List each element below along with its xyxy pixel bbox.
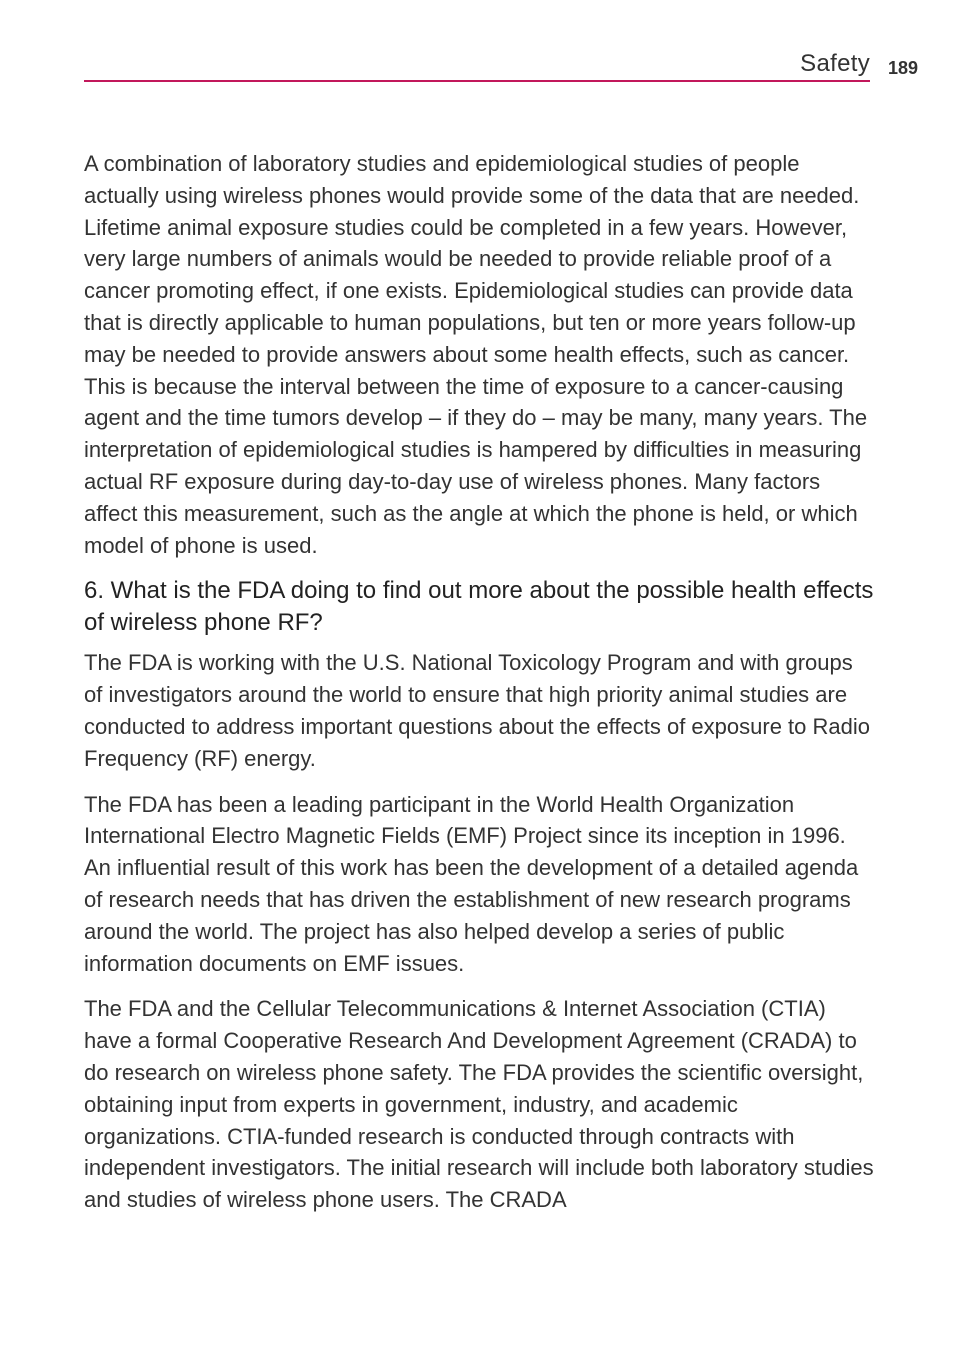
body-paragraph-3: The FDA has been a leading participant in the World Health Organization International Electro Magnetic Fields (EMF) Project since its inception in 1996. An influential result of this work has been the development of a detailed agenda of research needs that has driven the establishment of new research programs around the world. The project has also helped develop a series of public information documents on EMF issues. [84, 791, 859, 976]
page-header [84, 44, 918, 88]
section-title: Safety [800, 50, 870, 77]
body-paragraph-4: The FDA and the Cellular Telecommunications & Internet Association (CTIA) have a formal Cooperative Research And Development Agreement (CRADA) to do research on wireless phone safety. The FDA provides the scientific oversight, obtaining input from experts in government, industry, and academic organizations. CTIA-funded research is conducted through contracts with independent investigators. The initial research will include both laboratory studies and studies of wireless phone users. The CRADA [84, 996, 874, 1213]
question-heading-6: 6. What is the FDA doing to find out more about the possible health effects of wireless phone RF? [84, 577, 874, 637]
body-paragraph-2: The FDA is working with the U.S. National Toxicology Program and with groups of investigators around the world to ensure that high priority animal studies are conducted to address important questions about the effects of exposure to Radio Frequency (RF) energy. [84, 650, 870, 771]
page-body [84, 148, 874, 1230]
body-paragraph-1: A combination of laboratory studies and epidemiological studies of people actually using wireless phones would provide some of the data that are needed. Lifetime animal exposure studies could be completed in a few years. However, very large numbers of animals would be needed to provide reliable proof of a cancer promoting effect, if one exists. Epidemiological studies can provide data that is directly applicable to human populations, but ten or more years follow-up may be needed to provide answers about some health effects, such as cancer. This is because the interval between the time of exposure to a cancer-causing agent and the time tumors develop – if they do – may be many, many years. The interpretation of epidemiological studies is hampered by difficulties in measuring actual RF exposure during day-to-day use of wireless phones. Many factors affect this measurement, such as the angle at which the phone is held, or which model of phone is used. [84, 151, 868, 558]
header-divider [84, 80, 870, 82]
page-number: 189 [887, 58, 918, 78]
